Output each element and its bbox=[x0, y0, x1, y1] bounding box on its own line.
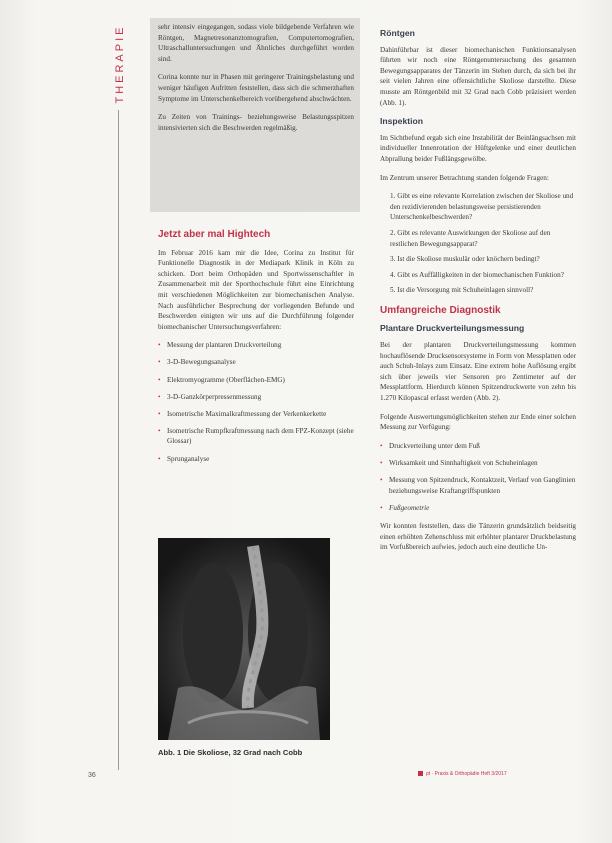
footer bbox=[418, 771, 507, 777]
list-item: • Isometrische Maximalkraftmessung der Verkenkerkette bbox=[158, 409, 354, 420]
method-list bbox=[158, 340, 354, 464]
paragraph-roentgen: Dahinführbar ist dieser biomechanischen Funktionsanalysen führten wir noch eine Röntgenuntersuchung des gesamten Bewegungsapparates der Tänzerin im Stehen durch, da sich bei ihr seit vielen Jahren eine offensichtliche Skoliose darstellte. Diese musste am Röntgenbild mit 32 Grad nach Cobb präzisiert werden (Abb. 1). bbox=[380, 45, 576, 107]
box-paragraph: Zu Zeiten von Trainings- beziehungsweise Belastungsspitzen intensivierten sich die Beschwerden regelmäßig. bbox=[158, 113, 354, 132]
question-list bbox=[380, 191, 576, 296]
box-paragraph: sehr intensiv eingegangen, sodass viele bildgebende Verfahren wie Röntgen, Magnetresonanztomografien, Computertomografien, Ultraschalluntersuchungen und Ähnliches durchgeführt worden sind. bbox=[158, 23, 354, 63]
list-item: • Wirksamkeit und Sinnhaftigkeit von Schuheinlagen bbox=[380, 458, 576, 469]
question-item: 4. Gibt es Auffälligkeiten in der biomechanischen Funktion? bbox=[390, 270, 564, 279]
section-label-text: THERAPIE bbox=[114, 24, 126, 104]
paragraph-auswertung: Folgende Auswertungsmöglichkeiten stehen zur Ende einer solchen Messung zur Verfügung: bbox=[380, 412, 576, 432]
box-paragraph: Corina konnte nur in Phasen mit geringerer Trainingsbelastung und weniger häufigen Aufritten feststellen, dass sich die schmerzhaften Symptome im Unterschenkelbereich vorübergehend abschwächten. bbox=[158, 73, 354, 103]
heading-diagnostik: Umfangreiche Diagnostik bbox=[380, 304, 501, 316]
left-column-main bbox=[158, 230, 354, 471]
figure-caption: Abb. 1 Die Skoliose, 32 Grad nach Cobb bbox=[158, 748, 303, 757]
evaluation-list bbox=[380, 441, 576, 513]
list-item: • Fußgeometrie bbox=[380, 503, 576, 514]
paragraph-fragen: Im Zentrum unserer Betrachtung standen folgende Fragen: bbox=[380, 173, 549, 182]
question-item: 3. Ist die Skoliose muskulär oder knöchern bedingt? bbox=[390, 255, 540, 264]
list-item: • Sprunganalyse bbox=[158, 454, 354, 465]
xray-graphic bbox=[158, 538, 330, 740]
list-item: • Messung von Spitzendruck, Kontaktzeit, Verlauf von Ganglinien beziehungsweise Kraftangriffspunkten bbox=[380, 475, 576, 496]
paragraph-final: Wir konnten feststellen, dass die Tänzerin grundsätzlich beidseitig einen erhöhten Zehenschluss mit erhöhter plantarer Druckbelastung im Vorfußbereich aufwies, jedoch auch eine deutliche Un- bbox=[380, 522, 576, 552]
paragraph-plantar: Bei der plantaren Druckverteilungsmessung kommen hochauflösende Drucksensorsysteme in Form von Messplatten oder auch Schuh-Inlays zum Einsatz. Eine extrem hohe Auflösung ergibt sich über jeweils vier Sensoren pro Zentimeter auf der Messplattform. Hierdurch können Spitzendruckwerte von zehn bis 1.270 Kilopascal erfasst werden (Abb. 2). bbox=[380, 341, 576, 403]
footer-mark bbox=[418, 771, 423, 776]
question-item: 2. Gibt es relevante Auswirkungen der Skoliose auf den restlichen Bewegungsapparat? bbox=[390, 228, 551, 248]
heading-inspektion: Inspektion bbox=[380, 116, 423, 127]
section-rule bbox=[118, 110, 119, 770]
list-item: • 3-D-Bewegungsanalyse bbox=[158, 357, 354, 368]
heading-roentgen: Röntgen bbox=[380, 28, 415, 38]
footer-text: pt · Praxis & Orthopädie Heft 3/2017 bbox=[426, 771, 507, 777]
page-number: 36 bbox=[88, 772, 96, 779]
list-item: • Druckverteilung unter dem Fuß bbox=[380, 441, 576, 452]
question-item: 1. Gibt es eine relevante Korrelation zwischen der Skoliose und den rezidivierenden belastungsweise persistierenden Unterschenkelbeschwerden? bbox=[390, 192, 574, 222]
paragraph-intro: Im Februar 2016 kam mir die Idee, Corina zu Institut für Funktionelle Diagnostik in der Mediapark Klinik in Köln zu schicken. Dort beim Orthopäden und Sportwissenschaftler in Zusammenarbeit mit der Sporthochschule führt eine Einrichtung mit verschiedenen Möglichkeiten zur biomechanischen Analyse. Nach ausführlicher Besprechung der vorliegenden Befunde und Beschwerden einigten wir uns auf die Durchführung folgender biomechanischer Untersuchungsverfahren: bbox=[158, 248, 354, 331]
question-item: 5. Ist die Versorgung mit Schuheinlagen sinnvoll? bbox=[390, 286, 534, 295]
paragraph-inspektion: Im Sichtbefund ergab sich eine Instabilität der Beinlängsachsen mit individueller Innenrotation der Hüftgelenke und einer deutlichen Abprallung beider Fußlängsgewölbe. bbox=[380, 133, 576, 163]
left-column bbox=[158, 22, 354, 141]
right-column bbox=[380, 28, 576, 561]
list-item: • Elektromyogramme (Oberflächen-EMG) bbox=[158, 375, 354, 386]
section-label bbox=[108, 20, 128, 110]
list-item: • Isometrische Rumpfkraftmessung nach dem FPZ-Konzept (siehe Glossar) bbox=[158, 426, 354, 447]
list-item: • Messung der plantaren Druckverteilung bbox=[158, 340, 354, 351]
xray-image bbox=[158, 538, 330, 740]
list-item: • 3-D-Ganzkörperpressenmessung bbox=[158, 392, 354, 403]
heading-hightech: Jetzt aber mal Hightech bbox=[158, 229, 271, 240]
heading-plantar: Plantare Druckverteilungsmessung bbox=[380, 323, 525, 334]
